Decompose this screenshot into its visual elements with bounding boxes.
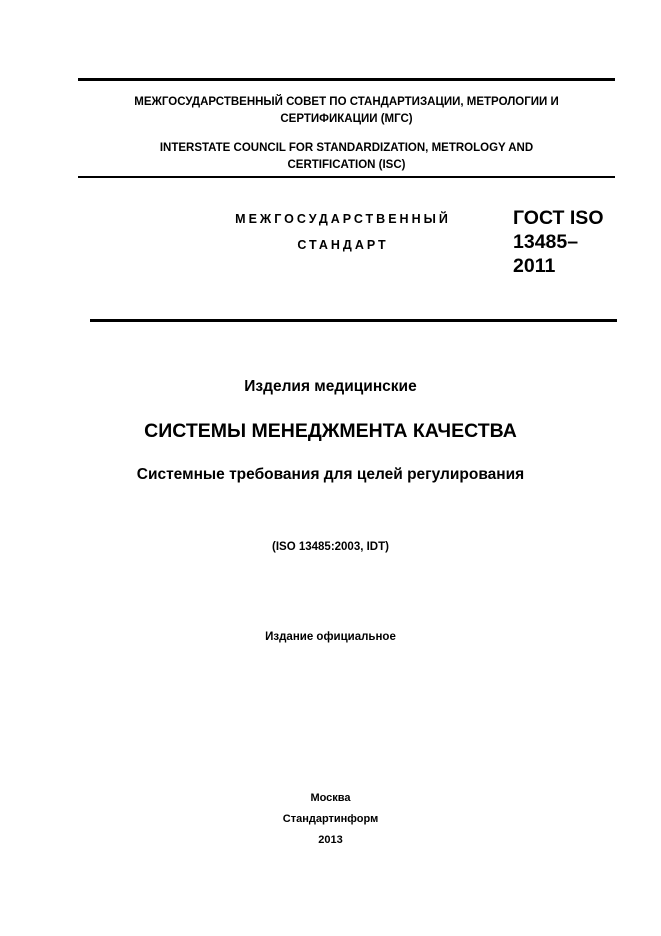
lower-divider xyxy=(90,319,617,322)
document-title: СИСТЕМЫ МЕНЕДЖМЕНТА КАЧЕСТВА xyxy=(144,420,517,442)
imprint-publisher: Стандартинформ xyxy=(282,813,379,825)
standard-kind-line-1: МЕЖГОСУДАРСТВЕННЫЙ xyxy=(235,212,451,226)
middle-divider xyxy=(78,176,615,178)
imprint-city: Москва xyxy=(310,792,351,804)
standard-number-line-3: 2011 xyxy=(513,255,556,277)
council-ru-line-1: МЕЖГОСУДАРСТВЕННЫЙ СОВЕТ ПО СТАНДАРТИЗАЦИИ, МЕТРОЛОГИИ И xyxy=(134,96,559,108)
council-ru-line-2: СЕРТИФИКАЦИИ (МГС) xyxy=(280,113,413,125)
council-name-russian xyxy=(78,94,615,128)
standard-number-line-1: ГОСТ ISO xyxy=(513,207,604,229)
standard-number xyxy=(513,206,623,278)
council-en-line-2: CERTIFICATION (ISC) xyxy=(287,159,406,171)
top-divider xyxy=(78,78,615,81)
document-subtitle: Системные требования для целей регулирования xyxy=(136,466,525,483)
standard-kind-line-2: СТАНДАРТ xyxy=(297,238,389,252)
imprint-year: 2013 xyxy=(318,834,343,846)
council-en-line-1: INTERSTATE COUNCIL FOR STANDARDIZATION, METROLOGY AND xyxy=(159,142,534,154)
council-name-english xyxy=(78,140,615,174)
iso-reference: (ISO 13485:2003, IDT) xyxy=(272,541,389,553)
standard-kind xyxy=(208,206,478,258)
standard-number-line-2: 13485– xyxy=(513,231,579,253)
document-subject: Изделия медицинские xyxy=(244,378,417,395)
edition-label: Издание официальное xyxy=(265,631,396,643)
